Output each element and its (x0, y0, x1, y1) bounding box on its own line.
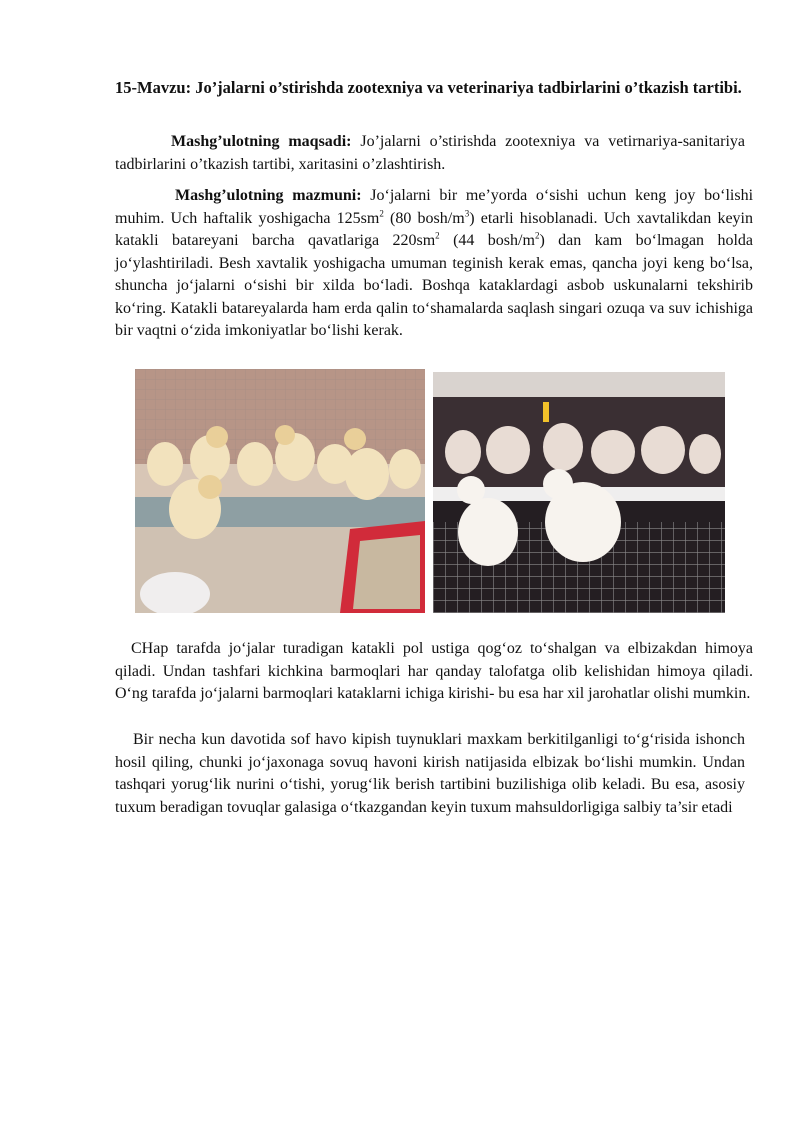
goal-label: Mashg’ulotning maqsadi: (171, 133, 352, 150)
chicks-cage-photo-left (135, 369, 425, 613)
lesson-title: 15-Mavzu: Jo’jalarni o’stirishda zootexniya va veterinariya tadbirlarini o’tkazish tartibi. (115, 78, 742, 97)
goal-paragraph (115, 131, 745, 176)
content-paragraph: Mashg’ulotning mazmuni: Jo‘jalarni bir me’yorda o‘sishi uchun keng joy bo‘lishi muhim. Uch haftalik yoshigacha $125sm^2$ (80 bosh/$m^3$) etarli hisoblanadi. Uch xavtalikdan keyin katakli batareyani barcha qavatlariga $220sm^2$ (44 bosh/$m^2$) dan kam bo‘lmagan holda jo‘ylashtiriladi. Besh xavtalik yoshigacha umuman teginish kerak emas, qancha joyi keng bo‘lsa, shuncha jo‘jalarni o‘sishi bir xilda bo‘ladi. Boshqa kataklardagi asbob uskunalarni tekshirib ko‘ring. Katakli batareyalarda ham erda qalin to‘shamalarda saqlash singari ozuqa va suv ichishiga bir vaqtni o‘zida imkoniyatlar bo‘lishi kerak. (115, 187, 754, 339)
content-label: Mashg’ulotning mazmuni: (175, 187, 362, 204)
ventilation-paragraph: Bir necha kun davotida sof havo kipish tuynuklari maxkam berkitilganligi to‘g‘risida ishonch hosil qiling, chunki jo‘jaxonaga sovuq havoni kirish natijasida elbizak bo‘lishi mumkin. Undan tashqari yorug‘lik nurini o‘tishi, yorug‘lik berish tartibini buzilishiga olib keladi. Bu esa, asosiy tuxum beradigan tovuqlar galasiga o‘tkazgandan keyin tuxum mahsuldorligiga salbiy ta’sir etadi (115, 731, 745, 816)
left-right-description-paragraph: CHap tarafda jo‘jalar turadigan katakli pol ustiga qog‘oz to‘shalgan va elbizakdan himoya qiladi. Undan tashfari kichkina barmoqlari har qanday talofatga olib kelishidan himoya qiladi. O‘ng tarafda jo‘jalarni barmoqlari kataklarni ichiga kirishi- bu esa har xil jarohatlar olishi mumkin. (115, 640, 753, 702)
chicks-cage-photo-right (433, 372, 725, 613)
goal-text: Jo’jalarni o’stirishda zootexniya va vetirnariya-sanitariya tadbirlarini o’tkazish tartibi, xaritasini o’zlashtirish. (115, 133, 746, 173)
